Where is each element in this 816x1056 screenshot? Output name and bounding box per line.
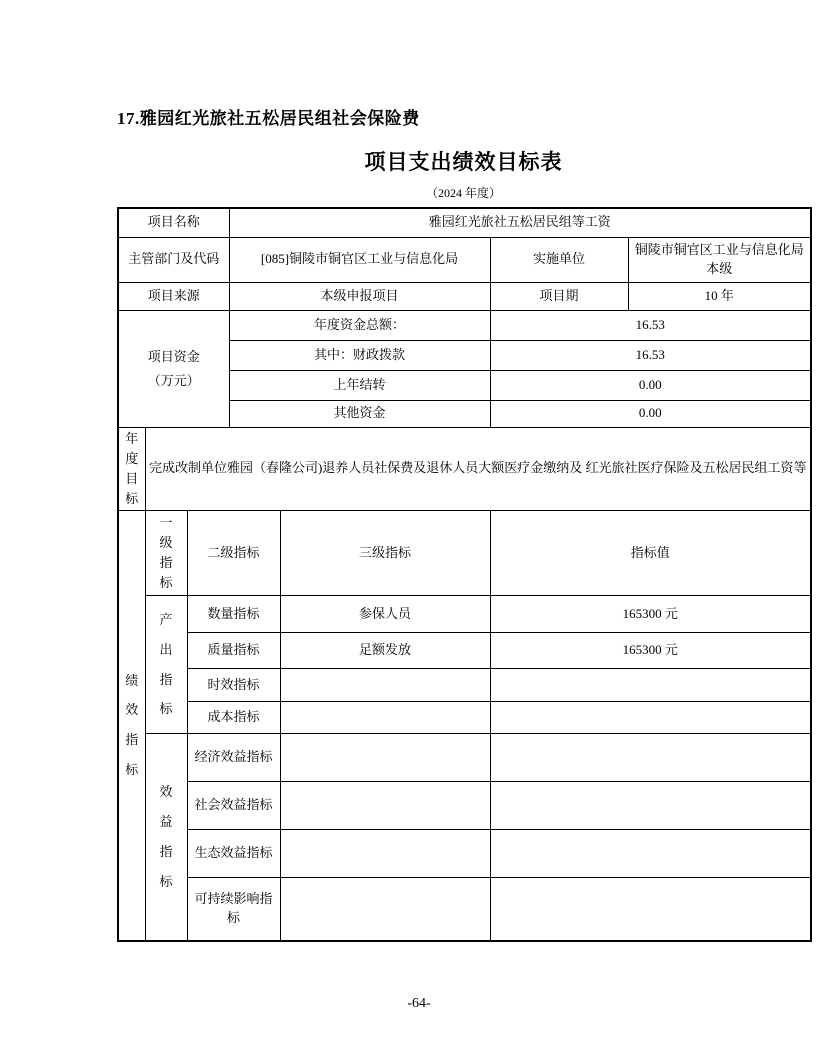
output-timeliness-level3	[280, 669, 490, 702]
funding-label-line1: 项目资金	[147, 349, 200, 365]
benefit-economic-label: 经济效益指标	[187, 734, 280, 782]
section-heading: 17.雅园红光旅社五松居民组社会保险费	[117, 109, 420, 128]
output-cost-row	[118, 702, 811, 734]
annual-goal-row	[118, 427, 811, 511]
perf-indicator-section-text: 绩效指标	[125, 672, 139, 778]
output-quality-level3: 足额发放	[280, 633, 490, 669]
benefit-social-value	[490, 782, 811, 830]
output-timeliness-row	[118, 669, 811, 702]
benefit-social-label: 社会效益指标	[187, 782, 280, 830]
output-quality-label: 质量指标	[187, 633, 280, 669]
funding-fiscal-value: 16.53	[490, 340, 811, 370]
value-header: 指标值	[490, 511, 811, 596]
funding-other-value: 0.00	[490, 400, 811, 427]
funding-total-label: 年度资金总额：	[229, 310, 490, 340]
output-cost-label: 成本指标	[187, 702, 280, 734]
page-number: -64-	[407, 996, 431, 1011]
level1-header	[145, 511, 187, 596]
project-period-label: 项目期	[490, 282, 628, 310]
project-source-label: 项目来源	[118, 282, 229, 310]
annual-goal-label	[118, 427, 145, 511]
funding-other-label: 其他资金	[229, 400, 490, 427]
benefit-ecological-value	[490, 830, 811, 878]
project-name-value: 雅园红光旅社五松居民组等工资	[229, 208, 811, 237]
benefit-sustainability-row	[118, 878, 811, 941]
department-label: 主管部门及代码	[118, 237, 229, 282]
output-quantity-label: 数量指标	[187, 596, 280, 633]
impl-unit-value: 铜陵市铜官区工业与信息化局本级	[628, 237, 811, 282]
funding-carryover-label: 上年结转	[229, 370, 490, 400]
doc-title: 项目支出绩效目标表	[364, 150, 563, 174]
project-source-row	[118, 282, 811, 310]
indicator-header-row	[118, 511, 811, 596]
level1-header-text: 一级指标	[159, 514, 173, 591]
funding-carryover-value: 0.00	[490, 370, 811, 400]
benefit-economic-level3	[280, 734, 490, 782]
level2-header: 二级指标	[187, 511, 280, 596]
output-cost-value	[490, 702, 811, 734]
benefit-group-text: 效益指标	[159, 784, 173, 889]
funding-fiscal-label: 其中：财政拨款	[229, 340, 490, 370]
output-quantity-value: 165300 元	[490, 596, 811, 633]
benefit-ecological-row	[118, 830, 811, 878]
funding-total-value: 16.53	[490, 310, 811, 340]
perf-indicator-section-label	[118, 511, 145, 941]
output-quantity-level3: 参保人员	[280, 596, 490, 633]
output-group-label	[145, 596, 187, 734]
output-quality-row	[118, 633, 811, 669]
annual-goal-content: 完成改制单位雅园（春隆公司)退养人员社保费及退休人员大额医疗金缴纳及 红光旅社医疗保险及五松居民组工资等	[145, 427, 811, 511]
output-cost-level3	[280, 702, 490, 734]
benefit-ecological-label: 生态效益指标	[187, 830, 280, 878]
funding-total-row	[118, 310, 811, 340]
benefit-group-label	[145, 734, 187, 941]
benefit-sustainability-label: 可持续影响指标	[187, 878, 280, 941]
output-timeliness-value	[490, 669, 811, 702]
benefit-ecological-level3	[280, 830, 490, 878]
benefit-economic-value	[490, 734, 811, 782]
output-quality-value: 165300 元	[490, 633, 811, 669]
performance-target-table	[117, 207, 812, 942]
output-quantity-row	[118, 596, 811, 633]
project-period-value: 10 年	[628, 282, 811, 310]
output-timeliness-label: 时效指标	[187, 669, 280, 702]
output-group-text: 产出指标	[159, 611, 173, 717]
project-name-row	[118, 208, 811, 237]
project-source-value: 本级申报项目	[229, 282, 490, 310]
funding-section-label	[118, 310, 229, 427]
funding-label-line2: （万元）	[147, 372, 200, 388]
level3-header: 三级指标	[280, 511, 490, 596]
benefit-social-row	[118, 782, 811, 830]
benefit-sustainability-value	[490, 878, 811, 941]
department-value: [085]铜陵市铜官区工业与信息化局	[229, 237, 490, 282]
benefit-social-level3	[280, 782, 490, 830]
benefit-sustainability-level3	[280, 878, 490, 941]
impl-unit-label: 实施单位	[490, 237, 628, 282]
project-name-label: 项目名称	[118, 208, 229, 237]
benefit-economic-row	[118, 734, 811, 782]
doc-subtitle: （2024 年度）	[425, 186, 501, 200]
department-row	[118, 237, 811, 282]
annual-goal-label-text: 年度目标	[125, 430, 139, 506]
